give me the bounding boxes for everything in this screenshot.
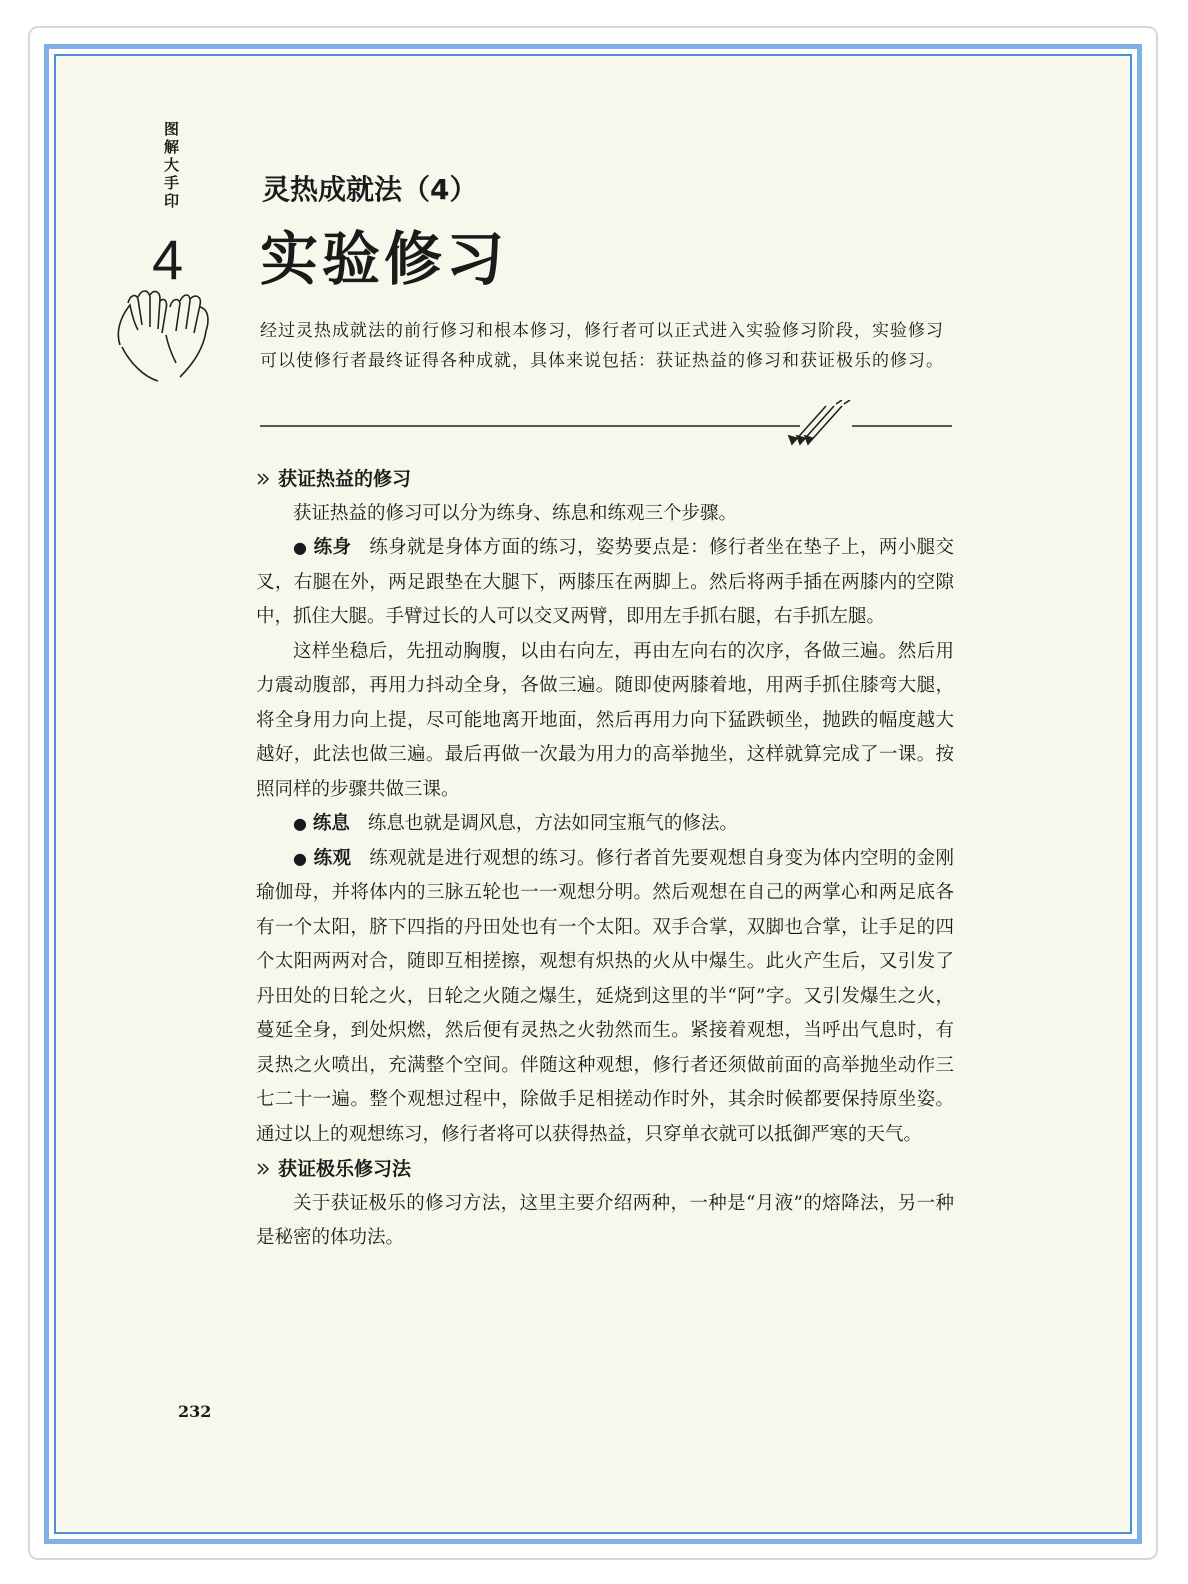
section-heading-1-text: 获证热益的修习	[278, 468, 412, 490]
term-lianxi: 练息	[312, 813, 350, 834]
section-heading-1	[256, 462, 954, 497]
section-heading-2-text: 获证极乐修习法	[278, 1158, 412, 1180]
bullet: ●	[293, 848, 308, 868]
paragraph-text: 练息也就是调风息，方法如同宝瓶气的修法。	[367, 813, 738, 834]
section-mark-icon	[256, 472, 270, 486]
paragraph-lianxi	[256, 807, 954, 842]
body-text	[256, 462, 954, 1256]
chapter-number: 4	[152, 228, 184, 291]
section-heading-2	[256, 1152, 954, 1187]
paragraph-lianguan	[256, 842, 954, 1153]
section-mark-icon	[256, 1162, 270, 1176]
series-title: 图解大手印	[164, 120, 180, 210]
term-lianguan: 练观	[313, 847, 352, 869]
subtitle: 灵热成就法（4）	[262, 173, 478, 206]
bullet: ●	[293, 814, 307, 833]
paragraph-text: 练观就是进行观想的练习。修行者首先要观想自身变为体内空明的金刚瑜伽母，并将体内的三脉五轮也一一观想分明。然后观想在自己的两掌心和两足底各有一个太阳，脐下四指的丹田处也有一个太阳。双手合掌，双脚也合掌，让手足的四个太阳两两对合，随即互相搓擦，观想有炽热的火从中爆生。此火产生后，又引发了丹田处的日轮之火，日轮之火随之爆生，延烧到这里的半“阿”字。又引发爆生之火，蔓延全身，到处炽燃，然后便有灵热之火勃然而生。紧接着观想，当呼出气息时，有灵热之火喷出，充满整个空间。伴随这种观想，修行者还须做前面的高举抛坐动作三七二十一遍。整个观想过程中，除做手足相搓动作时外，其余时候都要保持原坐姿。通过以上的观想练习，修行者将可以获得热益，只穿单衣就可以抵御严寒的天气。	[256, 847, 954, 1145]
paragraph-lianshen	[256, 531, 954, 635]
paragraph-text: 练身就是身体方面的练习，姿势要点是：修行者坐在垫子上，两小腿交叉，右腿在外，两足跟垫在大腿下，两膝压在两脚上。然后将两手插在两膝内的空隙中，抓住大腿。手臂过长的人可以交叉两臂，即用左手抓右腿，右手抓左腿。	[256, 537, 954, 627]
page-number: 232	[178, 1402, 212, 1421]
page-title: 实验修习	[260, 225, 509, 293]
intro-paragraph: 经过灵热成就法的前行修习和根本修习，修行者可以正式进入实验修习阶段，实验修习可以使修行者最终证得各种成就，具体来说包括：获证热益的修习和获证极乐的修习。	[260, 321, 944, 371]
arrows-icon	[260, 400, 952, 452]
praying-hands-icon	[110, 285, 220, 385]
paragraph: 关于获证极乐的修习方法，这里主要介绍两种，一种是“月液”的熔降法，另一种是秘密的体功法。	[256, 1192, 954, 1248]
paragraph: 获证热益的修习可以分为练身、练息和练观三个步骤。	[293, 502, 738, 524]
bullet: ●	[293, 538, 308, 557]
term-lianshen: 练身	[313, 537, 352, 558]
paragraph: 这样坐稳后，先扭动胸腹，以由右向左，再由左向右的次序，各做三遍。然后用力震动腹部，再用力抖动全身，各做三遍。随即使两膝着地，用两手抓住膝弯大腿，将全身用力向上提，尽可能地离开地面，然后再用力向下猛跌顿坐，抛跌的幅度越大越好，此法也做三遍。最后再做一次最为用力的高举抛坐，这样就算完成了一课。按照同样的步骤共做三课。	[256, 640, 954, 800]
